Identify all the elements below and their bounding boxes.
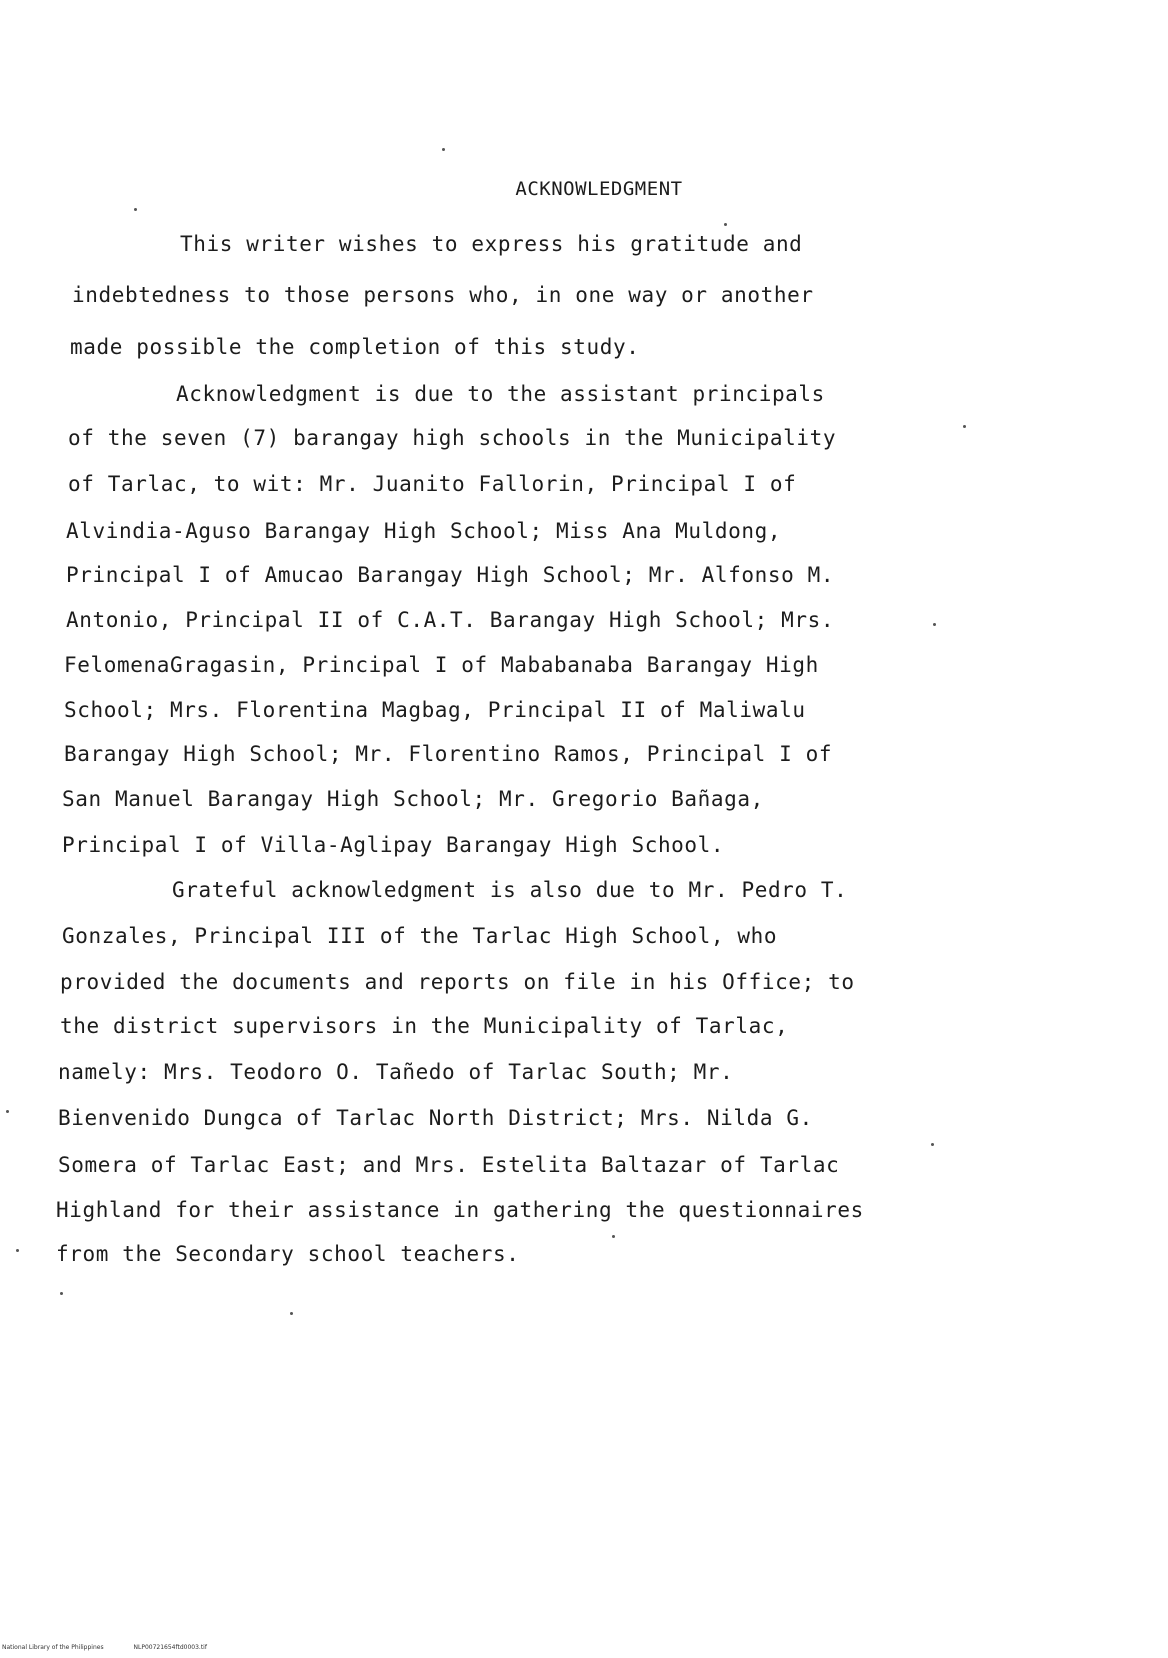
body-line: Gonzales, Principal III of the Tarlac High School, who [62, 924, 778, 948]
scan-footer [2, 1644, 235, 1651]
body-line: This writer wishes to express his gratitude and [180, 232, 803, 256]
scan-speck [134, 208, 137, 211]
scan-speck [963, 425, 966, 428]
footer-file: NLP00721654ftd0003.tif [133, 1644, 207, 1651]
body-line: of Tarlac, to wit: Mr. Juanito Fallorin, Principal I of [68, 472, 797, 496]
scan-speck [60, 1292, 63, 1295]
scan-speck [290, 1312, 293, 1315]
scan-speck [612, 1235, 615, 1238]
body-line: Bienvenido Dungca of Tarlac North District; Mrs. Nilda G. [58, 1106, 813, 1130]
body-line: Principal I of Villa-Aglipay Barangay High School. [62, 833, 725, 857]
body-line: Alvindia-Aguso Barangay High School; Miss Ana Muldong, [66, 519, 782, 543]
body-line: San Manuel Barangay High School; Mr. Gregorio Bañaga, [62, 787, 764, 811]
body-line: made possible the completion of this study. [70, 335, 640, 359]
body-line: Antonio, Principal II of C.A.T. Barangay High School; Mrs. [66, 608, 835, 632]
scan-speck [724, 223, 727, 226]
body-line: Somera of Tarlac East; and Mrs. Estelita Baltazar of Tarlac [58, 1153, 840, 1177]
body-line: Highland for their assistance in gathering the questionnaires [56, 1198, 864, 1222]
body-line: Principal I of Amucao Barangay High School; Mr. Alfonso M. [66, 563, 835, 587]
scan-speck [6, 1110, 9, 1113]
body-line: the district supervisors in the Municipality of Tarlac, [60, 1014, 789, 1038]
body-line: FelomenaGragasin, Principal I of Mababanaba Barangay High [64, 653, 819, 677]
body-line: School; Mrs. Florentina Magbag, Principal II of Maliwalu [64, 698, 806, 722]
footer-library: National Library of the Philippines [2, 1644, 104, 1651]
body-line: from the Secondary school teachers. [56, 1242, 520, 1266]
body-line: indebtedness to those persons who, in one way or another [72, 283, 814, 307]
body-line: Barangay High School; Mr. Florentino Ramos, Principal I of [64, 742, 833, 766]
body-line: of the seven (7) barangay high schools in the Municipality [68, 426, 837, 450]
scan-speck [931, 1143, 934, 1146]
body-line: provided the documents and reports on file in his Office; to [60, 970, 855, 994]
body-line: Grateful acknowledgment is also due to Mr. Pedro T. [172, 878, 848, 902]
scan-speck [933, 623, 936, 626]
body-line: namely: Mrs. Teodoro O. Tañedo of Tarlac South; Mr. [58, 1060, 734, 1084]
scan-speck [442, 148, 445, 151]
body-line: Acknowledgment is due to the assistant principals [176, 382, 825, 406]
document-title: ACKNOWLEDGMENT [515, 178, 683, 200]
scan-speck [16, 1249, 19, 1252]
